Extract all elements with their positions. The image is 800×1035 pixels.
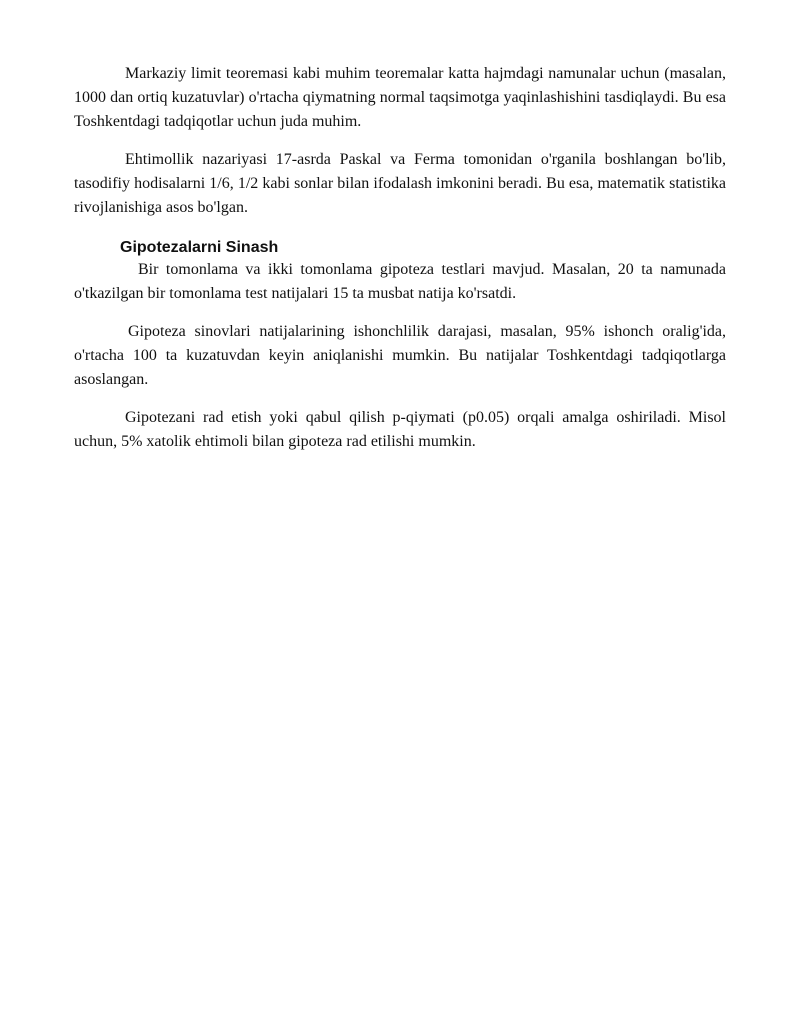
paragraph-central-limit-theorem: Markaziy limit teoremasi kabi muhim teoremalar katta hajmdagi namunalar uchun (masalan, 1000 dan ortiq kuzatuvlar) o'rtacha qiymatning normal taqsimotga yaqinlashishini tasdiqlaydi. Bu esa Toshkentdagi tadqiqotlar uchun juda muhim. [74,65,726,130]
document-page [74,62,726,454]
section-heading: Gipotezalarni Sinash [120,239,279,256]
paragraph-probability-theory: Ehtimollik nazariyasi 17-asrda Paskal va Ferma tomonidan o'rganila boshlangan bo'lib, tasodifiy hodisalarni 1/6, 1/2 kabi sonlar bilan ifodalash imkonini beradi. Bu esa, matematik statistika rivojlanishiga asos bo'lgan. [74,151,726,216]
paragraph-p-value: Gipotezani rad etish yoki qabul qilish p-qiymati (p0.05) orqali amalga oshiriladi. Misol uchun, 5% xatolik ehtimoli bilan gipoteza rad etilishi mumkin. [74,409,726,450]
paragraph-confidence-level: Gipoteza sinovlari natijalarining ishonchlilik darajasi, masalan, 95% ishonch oralig'ida, o'rtacha 100 ta kuzatuvdan keyin aniqlanishi mumkin. Bu natijalar Toshkentdagi tadqiqotlarga asoslangan. [74,323,726,388]
paragraph-hypothesis-tests: Bir tomonlama va ikki tomonlama gipoteza testlari mavjud. Masalan, 20 ta namunada o'tkazilgan bir tomonlama test natijalari 15 ta musbat natija ko'rsatdi. [74,261,726,302]
